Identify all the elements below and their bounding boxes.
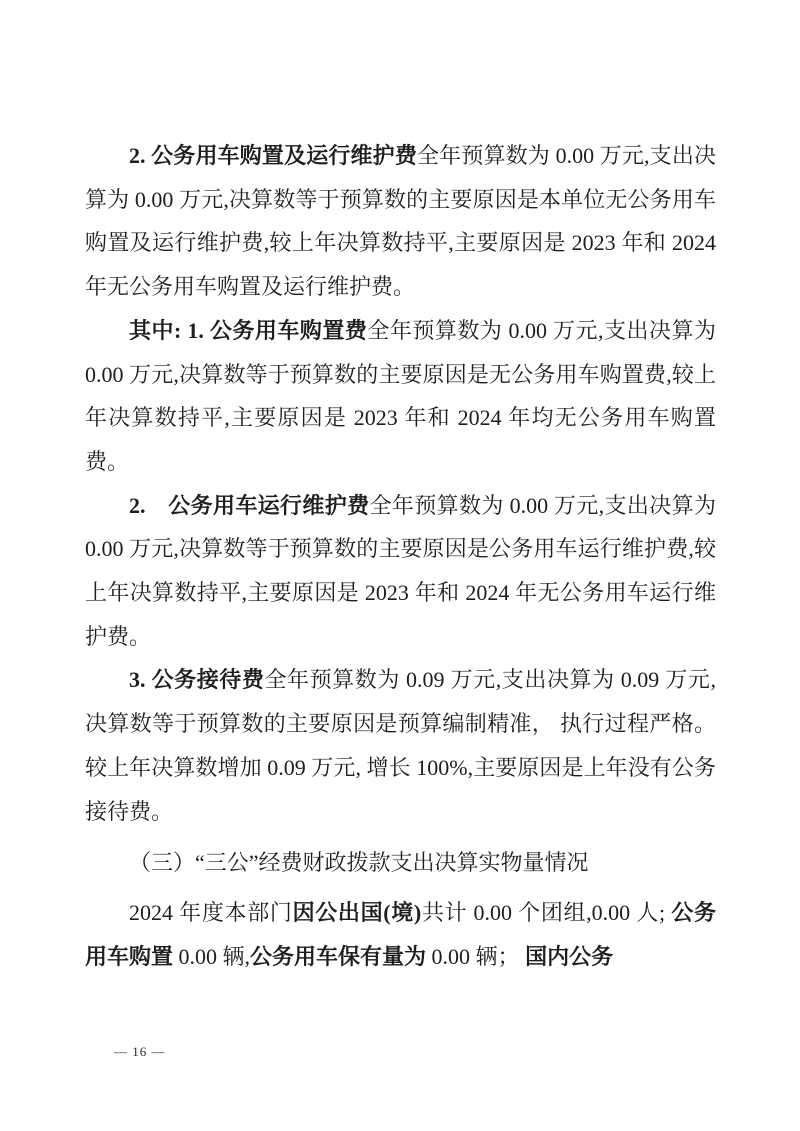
term-bold-vehicle-purchase: 公务用车购置	[85, 899, 716, 969]
term-bold-abroad-on-business: 因公出国(境)	[292, 899, 422, 925]
section-heading-text: （三）“三公”经费财政拨款支出决算实物量情况	[129, 850, 589, 876]
paragraph-physical-quantity-details	[85, 891, 716, 978]
paragraph-lead-bold: 2. 公务用车运行维护费	[129, 492, 370, 518]
term-bold-vehicle-holdings: 公务用车保有量为	[250, 943, 427, 969]
paragraph-text: 2024 年度本部门	[129, 899, 293, 925]
page-number: — 16 —	[114, 1044, 166, 1059]
paragraph-lead-bold: 2. 公务用车购置及运行维护费	[129, 143, 417, 168]
paragraph-text: 0.00 辆,	[173, 943, 251, 969]
paragraph-official-reception-fee	[85, 658, 716, 833]
paragraph-text: 全年预算数为 0.00 万元,支出决算为 0.00 万元,决算数等于预算数的主要原因是本单位无公务用车购置及运行维护费,较上年决算数持平,主要原因是 2023 年和 2024 年无公务用车购置及运行维护费。	[85, 143, 716, 300]
paragraph-lead-bold: 3. 公务接待费	[129, 667, 265, 693]
paragraph-vehicle-purchase-fee	[85, 309, 716, 484]
document-body	[85, 134, 716, 978]
paragraph-text: 全年预算数为 0.09 万元,支出决算为 0.09 万元,决算数等于预算数的主要原因是预算编制精准， 执行过程严格。较上年决算数增加 0.09 万元, 增长 100%,主要原因是上年没有公务接待费。	[85, 667, 716, 824]
paragraph-text: 共计 0.00 个团组,0.00 人;	[421, 899, 672, 925]
paragraph-lead-bold: 其中: 1. 公务用车购置费	[129, 317, 368, 343]
paragraph-text: 0.00 辆；	[426, 943, 526, 969]
paragraph-vehicle-operation-fee	[85, 484, 716, 659]
paragraph-text: 全年预算数为 0.00 万元,支出决算为 0.00 万元,决算数等于预算数的主要原因是无公务用车购置费,较上年决算数持平,主要原因是 2023 年和 2024 年均无公务用车购置费。	[85, 317, 716, 474]
paragraph-text: 全年预算数为 0.00 万元,支出决算为 0.00 万元,决算数等于预算数的主要原因是公务用车运行维护费,较上年决算数持平,主要原因是 2023 年和 2024 年无公务用车运行维护费。	[85, 492, 716, 649]
term-bold-domestic-official: 国内公务	[525, 943, 614, 969]
paragraph-vehicle-purchase-and-maintenance	[85, 134, 716, 309]
section-heading-three-public-physical-quantity	[85, 841, 716, 885]
